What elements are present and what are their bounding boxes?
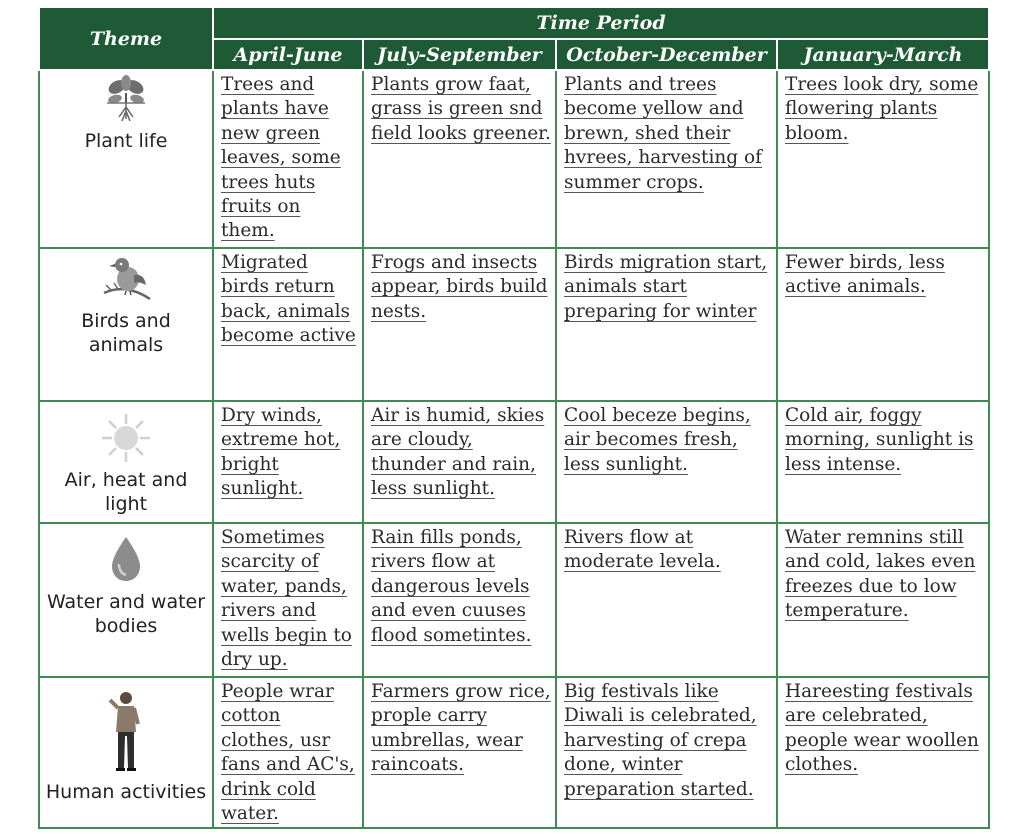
theme-label: Water and water bodies [46,591,206,637]
table-row [39,401,989,523]
cell-text: Frogs and insects appear, birds build nests. [371,252,548,322]
sun-icon [100,412,152,464]
cell-text: Migrated birds return back, animals become active [221,252,356,347]
time-period-header: Time Period [213,7,989,39]
seasons-table-wrapper [38,6,988,829]
theme-cell-water [39,523,213,677]
table-row [39,70,989,248]
theme-label: Air, heat and light [64,469,188,515]
period-header-april-june: April-June [213,39,363,70]
cell-text: Water remnins still and cold, lakes even freezes due to low temperature. [785,527,976,622]
cell-plant-october-december [556,70,777,248]
table-row [39,677,989,828]
cell-text: Air is humid, skies are cloudy, thunder and rain, less sunlight. [371,405,545,500]
cell-plant-april-june [213,70,363,248]
cell-text: Birds migration start, animals start preparing for winter [564,252,768,322]
table-header [39,7,989,70]
cell-human-april-june [213,677,363,828]
cell-air-july-september [363,401,556,523]
cell-human-july-september [363,677,556,828]
cell-water-july-september [363,523,556,677]
cell-text: Cool beceze begins, air becomes fresh, less sunlight. [564,405,751,475]
cell-text: Sometimes scarcity of water, pands, rivers and wells begin to dry up. [221,527,352,671]
water-drop-icon [109,534,143,584]
period-header-july-september: July-September [363,39,556,70]
period-header-january-march: January-March [777,39,989,70]
theme-label: Plant life [84,130,168,152]
theme-cell-air-heat-light [39,401,213,523]
person-icon [106,690,146,774]
cell-text: Cold air, foggy morning, sunlight is less intense. [785,405,974,475]
cell-air-january-march [777,401,989,523]
theme-cell-birds-animals [39,248,213,401]
cell-text: Trees and plants have new green leaves, some trees huts fruits on them. [221,74,341,242]
bird-icon [98,253,154,305]
period-header-october-december: October-December [556,39,777,70]
theme-header: Theme [39,7,213,70]
cell-water-january-march [777,523,989,677]
cell-birds-january-march [777,248,989,401]
theme-cell-human-activities [39,677,213,828]
cell-air-october-december [556,401,777,523]
cell-text: Hareesting festivals are celebrated, people wear woollen clothes. [785,681,979,776]
cell-human-october-december [556,677,777,828]
cell-air-april-june [213,401,363,523]
cell-text: Plants and trees become yellow and brewn, shed their hvrees, harvesting of summer crops. [564,74,763,193]
cell-birds-july-september [363,248,556,401]
seasons-table [38,6,990,829]
cell-text: Plants grow faat, grass is green snd field looks greener. [371,74,551,144]
cell-water-april-june [213,523,363,677]
cell-water-october-december [556,523,777,677]
cell-plant-july-september [363,70,556,248]
table-row [39,523,989,677]
cell-text: Big festivals like Diwali is celebrated, harvesting of crepa done, winter preparation started. [564,681,757,800]
theme-label: Human activities [45,781,207,803]
cell-text: Rivers flow at moderate levela. [564,527,721,573]
cell-text: Rain fills ponds, rivers flow at dangerous levels and even cuuses flood sometintes. [371,527,532,646]
cell-birds-october-december [556,248,777,401]
plant-icon [103,75,149,125]
cell-human-january-march [777,677,989,828]
cell-plant-january-march [777,70,989,248]
table-row [39,248,989,401]
cell-text: Fewer birds, less active animals. [785,252,945,298]
cell-text: Trees look dry, some flowering plants bloom. [785,74,979,144]
cell-text: Farmers grow rice, prople carry umbrellas, wear raincoats. [371,681,551,776]
theme-cell-plant-life [39,70,213,248]
cell-birds-april-june [213,248,363,401]
cell-text: Dry winds, extreme hot, bright sunlight. [221,405,341,500]
cell-text: People wrar cotton clothes, usr fans and AC's, drink cold water. [221,681,355,825]
theme-label: Birds and animals [81,310,171,356]
